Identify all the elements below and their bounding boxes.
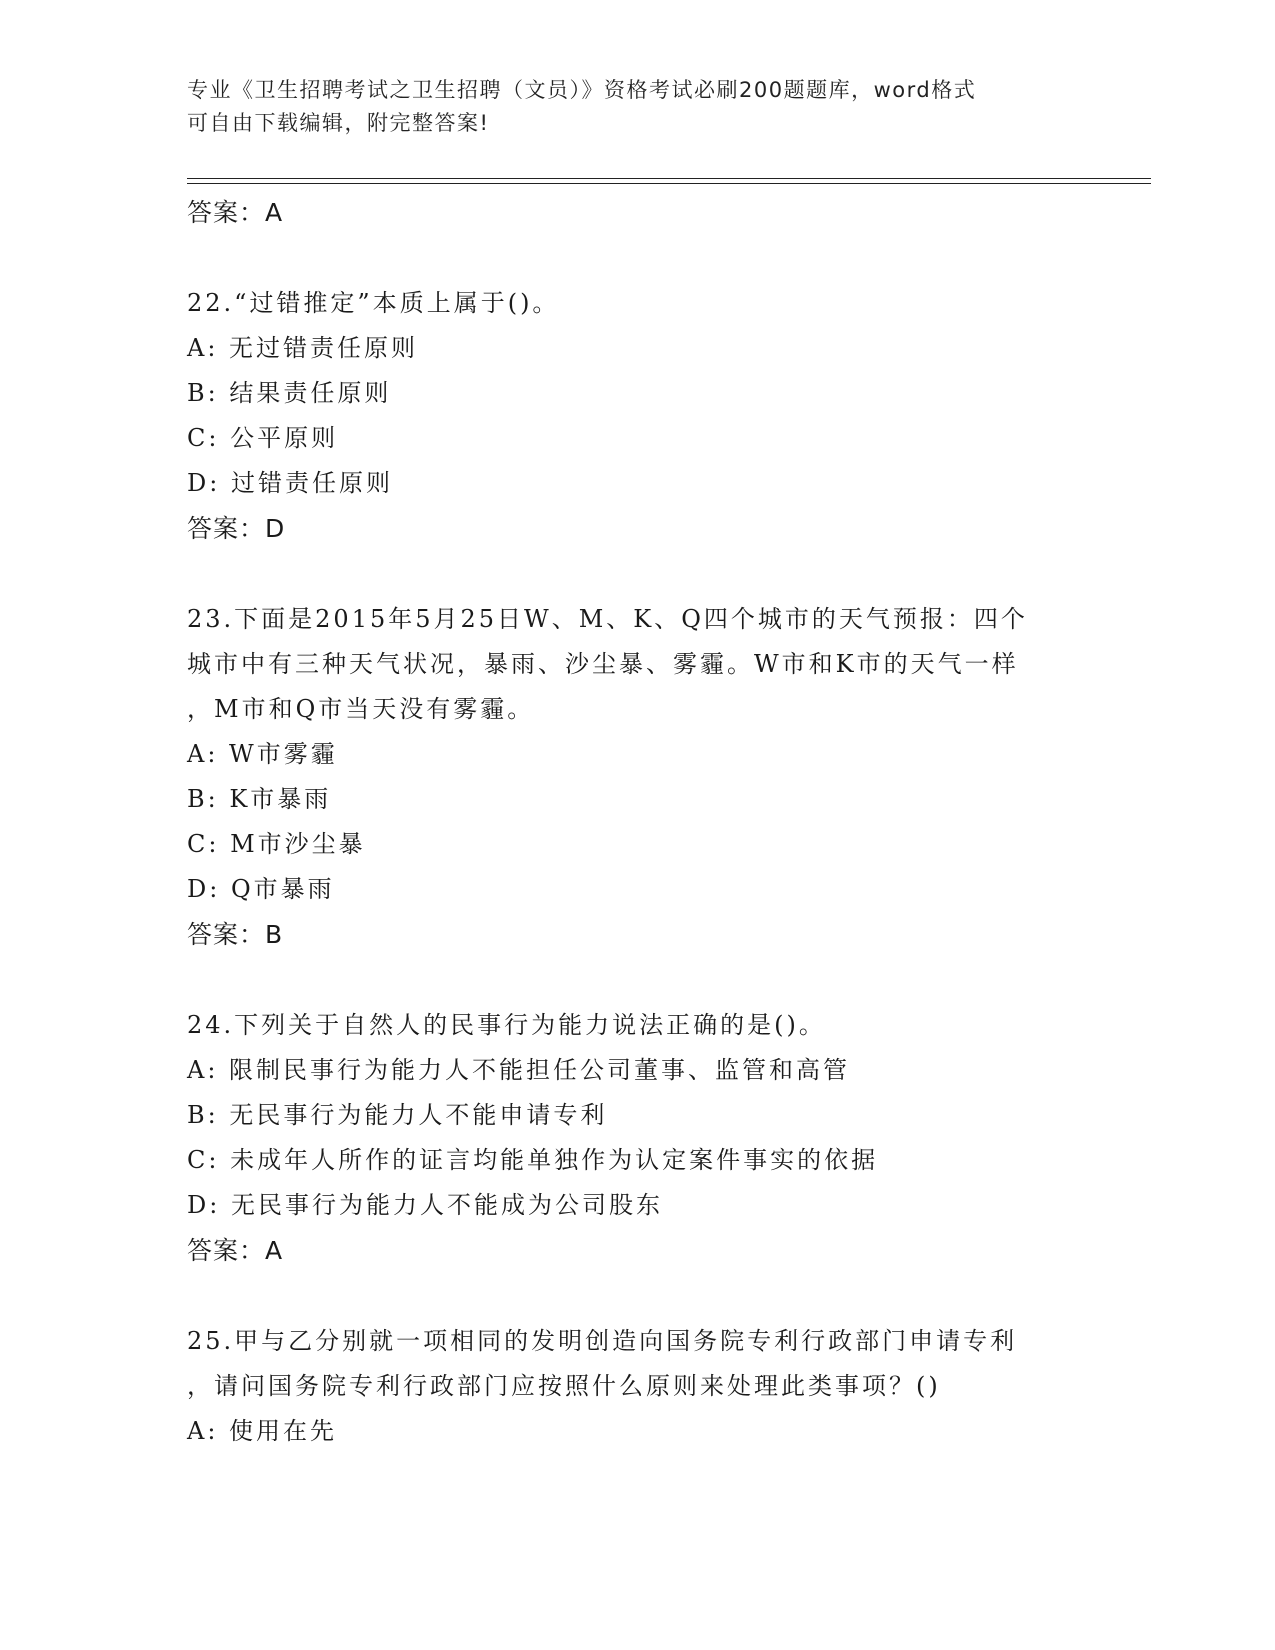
option-b: B: 无民事行为能力人不能申请专利 (187, 1101, 608, 1129)
answer-line: 答案：D (187, 514, 286, 543)
option-c: C: M市沙尘暴 (187, 830, 366, 858)
question-stem: 24.下列关于自然人的民事行为能力说法正确的是()。 (187, 1011, 826, 1039)
answer-line: 答案：B (187, 920, 284, 949)
option-c: C: 未成年人所作的证言均能单独作为认定案件事实的依据 (187, 1146, 879, 1174)
answer-line: 答案：A (187, 198, 284, 227)
header-divider-top (187, 178, 1151, 179)
option-d: D: 无民事行为能力人不能成为公司股东 (187, 1191, 663, 1219)
question-24 (187, 1003, 1087, 1273)
page-header (187, 74, 1067, 140)
option-b: B: K市暴雨 (187, 785, 332, 813)
option-d: D: Q市暴雨 (187, 875, 335, 903)
option-c: C: 公平原则 (187, 424, 339, 452)
header-divider-bottom (187, 183, 1151, 184)
header-title-line-1: 专业《卫生招聘考试之卫生招聘（文员）》资格考试必刷200题题库，word格式 (187, 78, 977, 102)
question-stem: 25.甲与乙分别就一项相同的发明创造向国务院专利行政部门申请专利 (187, 1327, 1018, 1355)
header-title-line-2: 可自由下载编辑，附完整答案! (187, 111, 490, 135)
answer-line: 答案：A (187, 1236, 284, 1265)
question-stem: ，请问国务院专利行政部门应按照什么原则来处理此类事项？() (187, 1372, 941, 1400)
option-a: A: 无过错责任原则 (187, 334, 419, 362)
question-stem: 23.下面是2015年5月25日W、M、K、Q四个城市的天气预报：四个 (187, 605, 1028, 633)
option-a: A: 使用在先 (187, 1417, 338, 1445)
option-a: A: 限制民事行为能力人不能担任公司董事、监管和高管 (187, 1056, 851, 1084)
question-list (187, 190, 1087, 1454)
question-25 (187, 1319, 1087, 1454)
option-b: B: 结果责任原则 (187, 379, 392, 407)
question-23 (187, 597, 1087, 957)
question-stem: 城市中有三种天气状况，暴雨、沙尘暴、雾霾。W市和K市的天气一样 (187, 650, 1019, 678)
question-stem: ，M市和Q市当天没有雾霾。 (187, 695, 535, 723)
question-stem: 22.“过错推定”本质上属于()。 (187, 289, 560, 317)
option-d: D: 过错责任原则 (187, 469, 393, 497)
question-22 (187, 281, 1087, 551)
option-a: A: W市雾霾 (187, 740, 338, 768)
